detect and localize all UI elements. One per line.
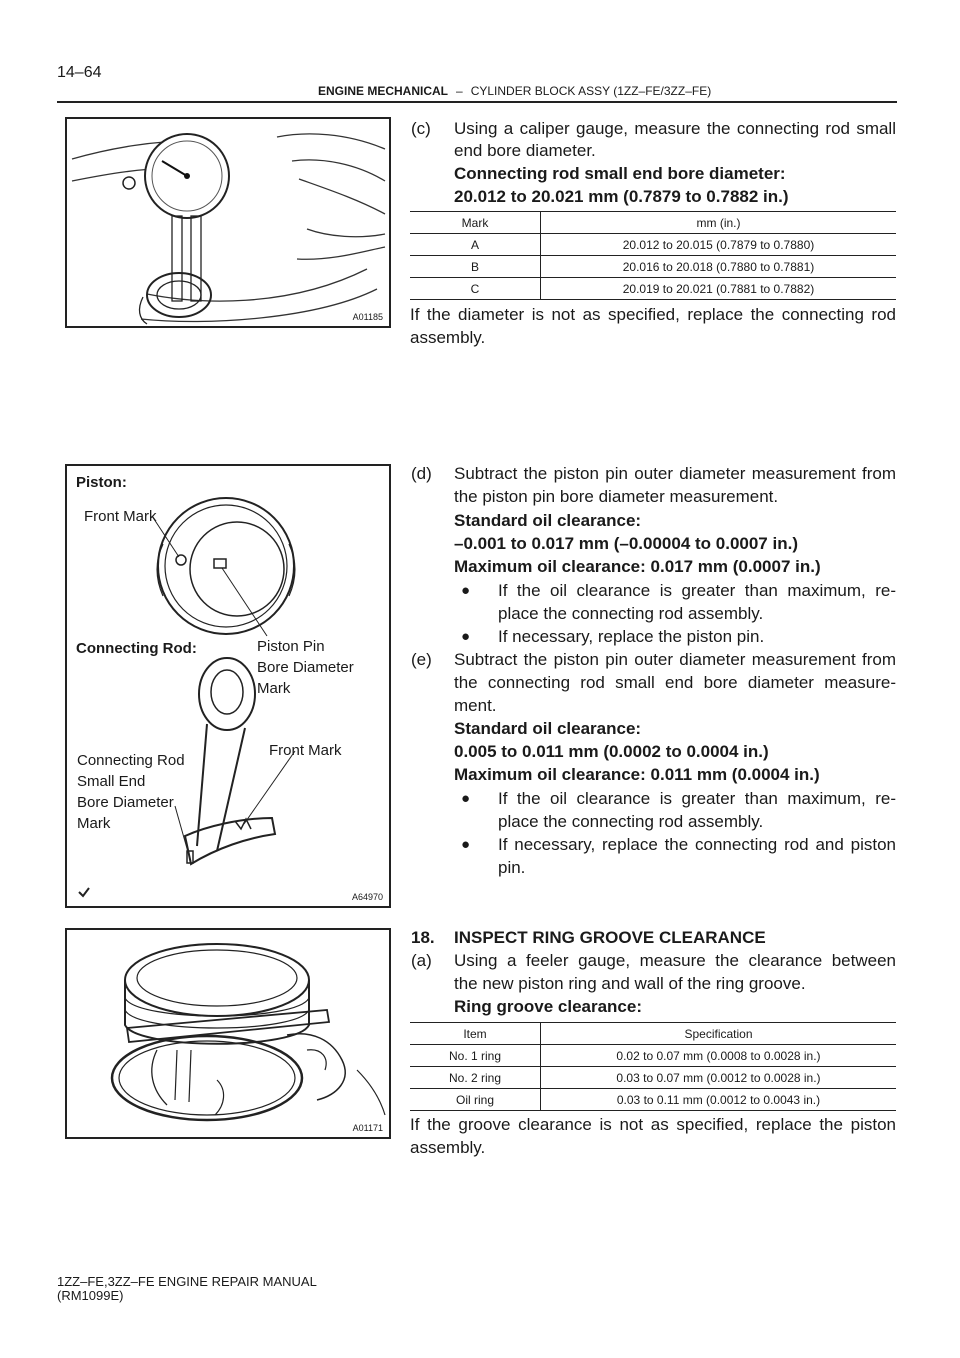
bullet-icon: ● — [461, 790, 471, 807]
label-rod-small-end-line2: Small End — [77, 773, 146, 790]
footer-manual-code: (RM1099E) — [57, 1288, 124, 1303]
table-header-cell: Item — [410, 1023, 541, 1045]
step-d-max: Maximum oil clearance: 0.017 mm (0.0007 in.) — [454, 557, 821, 576]
figure-piston-rod-marks — [65, 464, 391, 908]
label-rod-small-end-line1: Connecting Rod — [77, 752, 185, 769]
running-header — [318, 84, 711, 98]
step-18a-marker: (a) — [411, 951, 432, 970]
step-d-std-value: –0.001 to 0.017 mm (–0.00004 to 0.0007 in.) — [454, 534, 798, 553]
table-header-row — [410, 1023, 896, 1045]
step-d-std-title: Standard oil clearance: — [454, 511, 642, 530]
figure-caliper-gauge — [65, 117, 391, 328]
table-cell: 20.012 to 20.015 (0.7879 to 0.7880) — [541, 234, 897, 256]
header-rule — [57, 101, 897, 103]
table-cell: B — [410, 256, 541, 278]
figure-feeler-gauge — [65, 928, 391, 1139]
table-row — [410, 1045, 896, 1067]
table-cell: A — [410, 234, 541, 256]
step-e-std-value: 0.005 to 0.011 mm (0.0002 to 0.0004 in.) — [454, 742, 769, 761]
step-18-after-line1: If the groove clearance is not as specified, replace the piston — [410, 1115, 896, 1134]
table-cell: No. 1 ring — [410, 1045, 541, 1067]
table-cell: 20.016 to 20.018 (0.7880 to 0.7881) — [541, 256, 897, 278]
bullet-icon: ● — [461, 836, 471, 853]
header-section: ENGINE MECHANICAL — [318, 84, 449, 98]
piston-rod-illustration — [67, 466, 389, 906]
step-c-line1: Using a caliper gauge, measure the connecting rod small — [454, 119, 896, 138]
figure-id: A01171 — [352, 1123, 383, 1133]
bullet-icon: ● — [461, 628, 471, 645]
label-piston-pin-bore-line1: Piston Pin — [257, 638, 325, 655]
table-row — [410, 1089, 896, 1111]
step-e-bullet2-line2: pin. — [498, 858, 526, 877]
step-18-title: INSPECT RING GROOVE CLEARANCE — [454, 928, 766, 947]
table-cell: 0.02 to 0.07 mm (0.0008 to 0.0028 in.) — [541, 1045, 897, 1067]
step-c-after-line2: assembly. — [410, 328, 486, 347]
table-header-cell: Specification — [541, 1023, 897, 1045]
footer-manual-title: 1ZZ–FE,3ZZ–FE ENGINE REPAIR MANUAL — [57, 1274, 317, 1289]
step-18-after-line2: assembly. — [410, 1138, 486, 1157]
step-e-line1: Subtract the piston pin outer diameter measurement from — [454, 650, 896, 669]
label-connecting-rod: Connecting Rod: — [76, 640, 197, 657]
step-e-line3: ment. — [454, 696, 497, 715]
step-e-max: Maximum oil clearance: 0.011 mm (0.0004 in.) — [454, 765, 820, 784]
table-header-cell: Mark — [410, 212, 541, 234]
table-cell: C — [410, 278, 541, 300]
label-piston-pin-bore-line2: Bore Diameter — [257, 659, 354, 676]
caliper-gauge-illustration — [67, 119, 389, 326]
step-d-line2: the piston pin bore diameter measurement. — [454, 487, 779, 506]
header-title: CYLINDER BLOCK ASSY (1ZZ–FE/3ZZ–FE) — [470, 84, 712, 98]
label-front-mark-rod: Front Mark — [269, 742, 342, 759]
step-e-bullet2-line1: If necessary, replace the connecting rod and piston — [498, 835, 896, 854]
step-18-number: 18. — [411, 928, 435, 947]
step-e-bullet1-line1: If the oil clearance is greater than maximum, re- — [498, 789, 896, 808]
label-rod-small-end-line3: Bore Diameter — [77, 794, 174, 811]
step-c-marker: (c) — [411, 119, 431, 138]
step-d-bullet1-line2: place the connecting rod assembly. — [498, 604, 764, 623]
table-cell: No. 2 ring — [410, 1067, 541, 1089]
table-cell: 0.03 to 0.07 mm (0.0012 to 0.0028 in.) — [541, 1067, 897, 1089]
label-piston: Piston: — [76, 474, 127, 491]
step-c-after-line1: If the diameter is not as specified, replace the connecting rod — [410, 305, 896, 324]
step-d-bullet1-line1: If the oil clearance is greater than maximum, re- — [498, 581, 896, 600]
label-front-mark-piston: Front Mark — [84, 508, 157, 525]
step-e-bullet1-line2: place the connecting rod assembly. — [498, 812, 764, 831]
header-dash: – — [456, 84, 463, 98]
feeler-gauge-illustration — [67, 930, 389, 1137]
step-c-spec-value: 20.012 to 20.021 mm (0.7879 to 0.7882 in.) — [454, 187, 789, 206]
figure-id: A64970 — [351, 892, 383, 902]
table-header-row — [410, 212, 896, 234]
step-18a-spec-title: Ring groove clearance: — [454, 997, 643, 1016]
bullet-icon: ● — [461, 582, 471, 599]
table-row — [410, 234, 896, 256]
step-18a-line2: the new piston ring and wall of the ring groove. — [454, 974, 806, 993]
step-d-line1: Subtract the piston pin outer diameter measurement from — [454, 464, 896, 483]
table-cell: 0.03 to 0.11 mm (0.0012 to 0.0043 in.) — [541, 1089, 897, 1111]
table-row — [410, 278, 896, 300]
step-e-line2: the connecting rod small end bore diameter measure- — [454, 673, 896, 692]
figure-id: A01185 — [352, 312, 383, 322]
step-d-marker: (d) — [411, 464, 432, 483]
step-d-bullet2: If necessary, replace the piston pin. — [498, 627, 765, 646]
label-piston-pin-bore-line3: Mark — [257, 680, 291, 697]
step-e-std-title: Standard oil clearance: — [454, 719, 642, 738]
step-18a-line1: Using a feeler gauge, measure the clearance between — [454, 951, 896, 970]
ring-groove-table — [410, 1022, 896, 1111]
table-cell: 20.019 to 20.021 (0.7881 to 0.7882) — [541, 278, 897, 300]
small-end-bore-table — [410, 211, 896, 300]
table-cell: Oil ring — [410, 1089, 541, 1111]
step-c-spec-title: Connecting rod small end bore diameter: — [454, 164, 786, 183]
label-rod-small-end-line4: Mark — [77, 815, 111, 832]
table-row — [410, 256, 896, 278]
page-number: 14–64 — [57, 64, 102, 81]
step-e-marker: (e) — [411, 650, 432, 669]
table-header-cell: mm (in.) — [541, 212, 897, 234]
table-row — [410, 1067, 896, 1089]
step-c-line2: end bore diameter. — [454, 141, 596, 160]
